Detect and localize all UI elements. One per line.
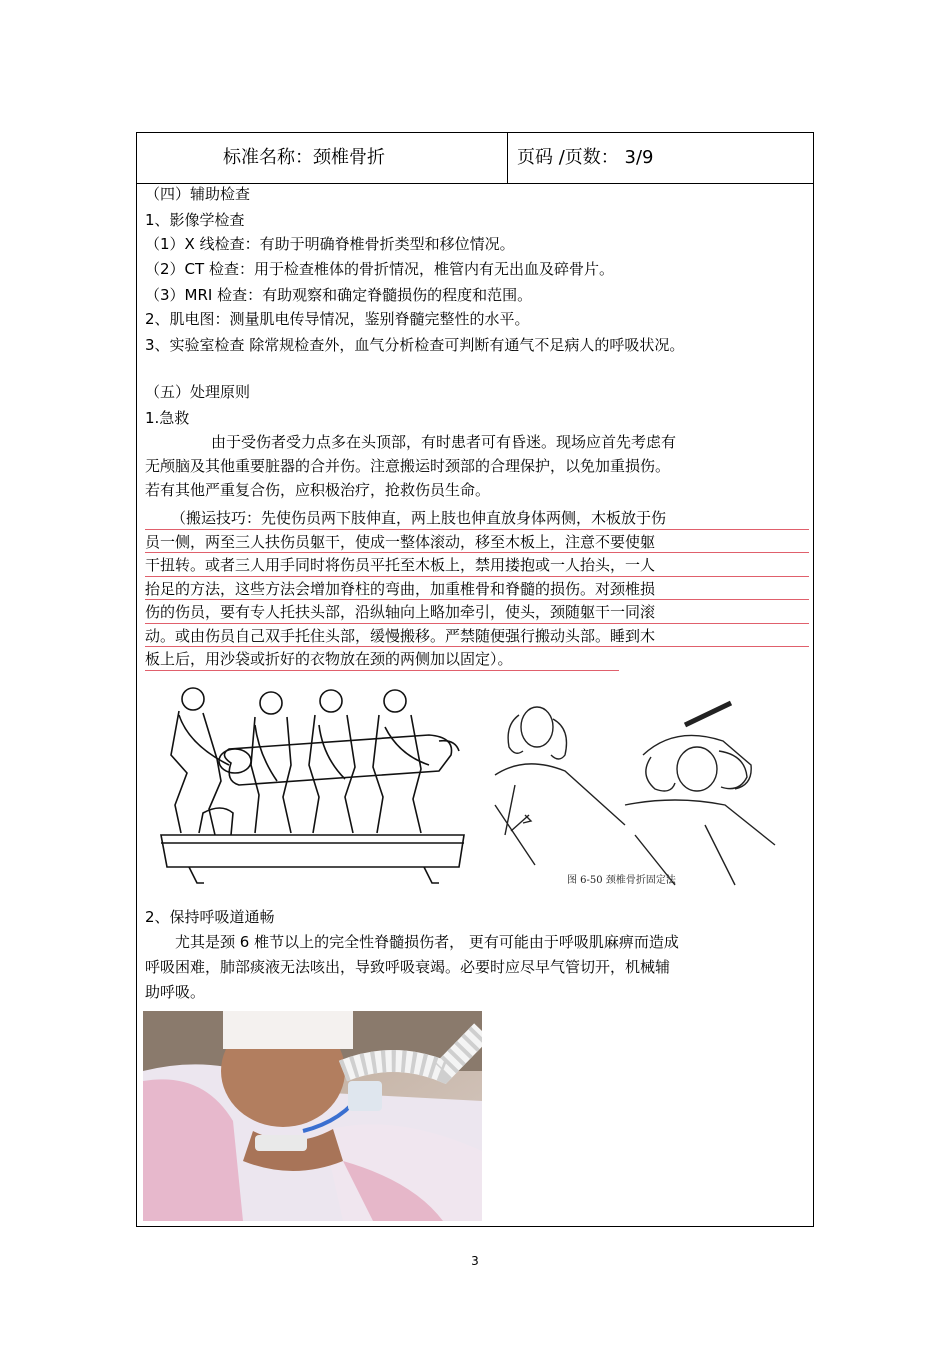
xray-item: （1）X 线检查：有助于明确脊椎骨折类型和移位情况。 [145,235,515,253]
ct-item: （2）CT 检查：用于检查椎体的骨折情况，椎管内有无出血及碎骨片。 [145,260,614,278]
section4-title: （四）辅助检查 [145,185,251,203]
spine-transport-illustration [159,685,469,895]
section5-title: （五）处理原则 [145,383,251,401]
transport-line: 干扭转。或者三人用手同时将伤员平托至木板上，禁用搂抱或一人抬头，一人 [145,554,809,578]
transport-technique [145,507,809,672]
page-info: 页码 /页数： 3/9 [517,147,654,168]
transport-line: 员一侧，两至三人扶伤员躯干，使成一整体滚动，移至木板上，注意不要使躯 [145,531,809,555]
page-number: 3 [471,1254,479,1268]
transport-line: 抬足的方法，这些方法会增加脊柱的弯曲，加重椎骨和脊髓的损伤。对颈椎损 [145,578,809,602]
airway-line1: 尤其是颈 6 椎节以上的完全性脊髓损伤者， 更有可能由于呼吸肌麻痹而造成 [175,933,679,951]
standard-name: 标准名称：颈椎骨折 [137,133,508,183]
airway-title: 2、保持呼吸道通畅 [145,908,275,926]
header-row [137,133,813,184]
imaging-title: 1、影像学检查 [145,211,245,229]
mri-item: （3）MRI 检查：有助观察和确定脊髓损伤的程度和范围。 [145,286,533,304]
tracheostomy-patient-photo [143,1011,482,1221]
transport-line: 伤的伤员，要有专人托扶头部，沿纵轴向上略加牵引，使头，颈随躯干一同滚 [145,601,809,625]
first-aid-line1: 由于受伤者受力点多在头顶部，有时患者可有昏迷。现场应首先考虑有 [211,433,677,451]
lab-item: 3、实验室检查 除常规检查外，血气分析检查可判断有通气不足病人的呼吸状况。 [145,336,685,354]
transport-line: 动。或由伤员自己双手托住头部，缓慢搬移。严禁随便强行搬动头部。睡到木 [145,625,809,649]
first-aid-line3: 若有其他严重复合伤，应积极治疗，抢救伤员生命。 [145,481,491,499]
emg-item: 2、肌电图：测量肌电传导情况，鉴别脊髓完整性的水平。 [145,310,530,328]
first-aid-line2: 无颅脑及其他重要脏器的合并伤。注意搬运时颈部的合理保护，以免加重损伤。 [145,457,671,475]
cervical-fixation-illustration [475,685,805,895]
airway-line2: 呼吸困难，肺部痰液无法咳出，导致呼吸衰竭。必要时应尽早气管切开，机械辅 [145,958,671,976]
transport-line: （搬运技巧：先使伤员两下肢伸直，两上肢也伸直放身体两侧，木板放于伤 [145,507,809,531]
first-aid-title: 1.急救 [145,409,190,427]
transport-line: 板上后，用沙袋或折好的衣物放在颈的两侧加以固定）。 [145,648,809,672]
document-table [136,132,814,1227]
figure-caption: 图 6-50 颈椎骨折固定法 [567,875,676,886]
airway-line3: 助呼吸。 [145,983,206,1001]
